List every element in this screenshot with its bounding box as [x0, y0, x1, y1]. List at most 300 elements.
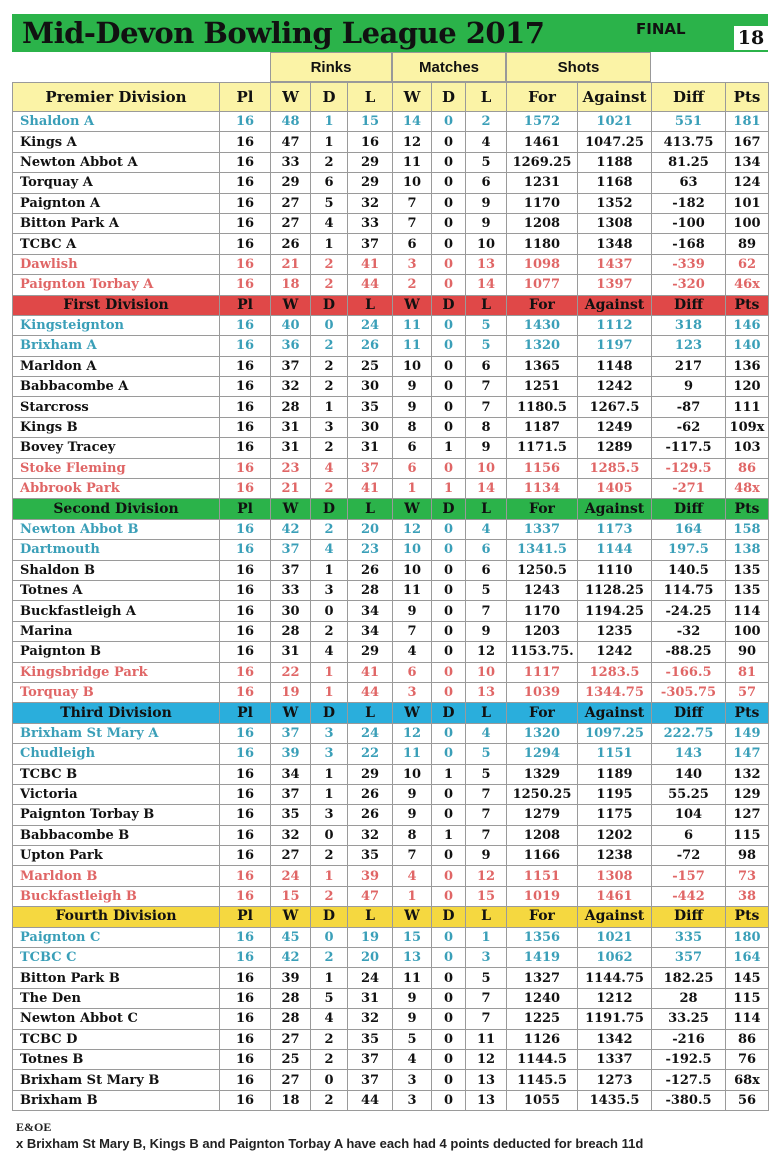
- stat-cell: 45: [271, 927, 311, 947]
- column-header: Pl: [220, 703, 271, 723]
- stat-cell: 16: [220, 336, 271, 356]
- column-header: Pl: [220, 83, 271, 112]
- stat-cell: 0: [311, 825, 348, 845]
- stat-cell: 6: [393, 458, 432, 478]
- division-name: Fourth Division: [13, 907, 220, 927]
- stat-cell: 18: [271, 1090, 311, 1110]
- stat-cell: 16: [348, 132, 393, 152]
- stat-cell: 0: [432, 234, 466, 254]
- stat-cell: 1308: [578, 866, 652, 886]
- team-name: Paignton C: [13, 927, 220, 947]
- team-name: Victoria: [13, 784, 220, 804]
- stat-cell: 39: [271, 744, 311, 764]
- stat-cell: 35: [348, 397, 393, 417]
- team-name: Marldon B: [13, 866, 220, 886]
- stat-cell: 0: [432, 397, 466, 417]
- stat-cell: 1145.5: [507, 1070, 578, 1090]
- stat-cell: 1: [311, 397, 348, 417]
- team-name: Paignton Torbay A: [13, 275, 220, 295]
- division-name: Third Division: [13, 703, 220, 723]
- stat-cell: 1: [311, 866, 348, 886]
- team-name: Dawlish: [13, 254, 220, 274]
- stat-cell: 29: [348, 764, 393, 784]
- stat-cell: 21: [271, 479, 311, 499]
- stat-cell: 0: [432, 601, 466, 621]
- stat-cell: 2: [311, 152, 348, 172]
- stat-cell: 42: [271, 948, 311, 968]
- stat-cell: 1197: [578, 336, 652, 356]
- stat-cell: -305.75: [652, 682, 726, 702]
- stat-cell: 145: [726, 968, 769, 988]
- team-name: Paignton Torbay B: [13, 805, 220, 825]
- table-row: [13, 1090, 769, 1110]
- stat-cell: 3: [311, 805, 348, 825]
- stat-cell: 29: [348, 642, 393, 662]
- table-row: [13, 254, 769, 274]
- stat-cell: 86: [726, 1029, 769, 1049]
- stat-cell: 63: [652, 173, 726, 193]
- stat-cell: 24: [348, 315, 393, 335]
- column-header: L: [466, 295, 507, 315]
- table-row: [13, 1070, 769, 1090]
- stat-cell: 90: [726, 642, 769, 662]
- column-header: For: [507, 703, 578, 723]
- stat-cell: -72: [652, 846, 726, 866]
- stat-cell: 2: [311, 377, 348, 397]
- stat-cell: 1397: [578, 275, 652, 295]
- stat-cell: 16: [220, 642, 271, 662]
- table-row: [13, 519, 769, 539]
- stat-cell: 2: [311, 438, 348, 458]
- table-row: [13, 784, 769, 804]
- stat-cell: 1327: [507, 968, 578, 988]
- stat-cell: 123: [652, 336, 726, 356]
- stat-cell: 7: [466, 377, 507, 397]
- stat-cell: 11: [393, 744, 432, 764]
- stat-cell: 16: [220, 784, 271, 804]
- stat-cell: 0: [311, 1070, 348, 1090]
- stat-cell: 9: [652, 377, 726, 397]
- stat-cell: 16: [220, 968, 271, 988]
- table-row: [13, 193, 769, 213]
- stat-cell: 16: [220, 417, 271, 437]
- stat-cell: 4: [393, 642, 432, 662]
- stat-cell: 1: [432, 764, 466, 784]
- column-header: For: [507, 83, 578, 112]
- stat-cell: 124: [726, 173, 769, 193]
- stat-cell: 28: [652, 988, 726, 1008]
- stat-cell: 27: [271, 213, 311, 233]
- stat-cell: 140: [652, 764, 726, 784]
- page-title: Mid-Devon Bowling League 2017: [22, 16, 545, 50]
- stat-cell: 0: [432, 784, 466, 804]
- team-name: Kingsbridge Park: [13, 662, 220, 682]
- stat-cell: 16: [220, 254, 271, 274]
- stat-cell: 7: [393, 846, 432, 866]
- column-header: Pl: [220, 295, 271, 315]
- stat-cell: 4: [311, 213, 348, 233]
- stat-cell: 6: [393, 438, 432, 458]
- column-header: W: [271, 83, 311, 112]
- stat-cell: 30: [348, 417, 393, 437]
- stat-cell: 16: [220, 173, 271, 193]
- team-name: Buckfastleigh A: [13, 601, 220, 621]
- stat-cell: 1191.75: [578, 1009, 652, 1029]
- stat-cell: 1110: [578, 560, 652, 580]
- stat-cell: 1250.5: [507, 560, 578, 580]
- stat-cell: -380.5: [652, 1090, 726, 1110]
- stat-cell: 33.25: [652, 1009, 726, 1029]
- stat-cell: -271: [652, 479, 726, 499]
- column-header: D: [311, 295, 348, 315]
- stat-cell: 16: [220, 132, 271, 152]
- stat-cell: -100: [652, 213, 726, 233]
- stat-cell: 111: [726, 397, 769, 417]
- stat-cell: 5: [466, 968, 507, 988]
- stat-cell: 4: [311, 1009, 348, 1029]
- column-header: Pts: [726, 499, 769, 519]
- stat-cell: 127: [726, 805, 769, 825]
- stat-cell: -442: [652, 886, 726, 906]
- stat-cell: 0: [432, 193, 466, 213]
- table-row: [13, 173, 769, 193]
- stat-cell: 62: [726, 254, 769, 274]
- table-row: [13, 601, 769, 621]
- stat-cell: 3: [311, 580, 348, 600]
- division-name: Premier Division: [13, 83, 220, 112]
- team-name: Totnes A: [13, 580, 220, 600]
- table-row: [13, 377, 769, 397]
- stat-cell: 41: [348, 254, 393, 274]
- stat-cell: 3: [393, 682, 432, 702]
- column-header: L: [348, 499, 393, 519]
- stat-cell: 8: [393, 825, 432, 845]
- column-header: D: [432, 499, 466, 519]
- stat-cell: 2: [393, 275, 432, 295]
- stat-cell: 9: [393, 1009, 432, 1029]
- stat-cell: 48x: [726, 479, 769, 499]
- stat-cell: 16: [220, 1070, 271, 1090]
- stat-cell: 7: [393, 213, 432, 233]
- stat-cell: 147: [726, 744, 769, 764]
- column-header: L: [466, 703, 507, 723]
- stat-cell: 16: [220, 112, 271, 132]
- stat-cell: 103: [726, 438, 769, 458]
- table-row: [13, 662, 769, 682]
- stat-cell: 32: [348, 193, 393, 213]
- stat-cell: 120: [726, 377, 769, 397]
- stat-cell: 76: [726, 1049, 769, 1069]
- stat-cell: 222.75: [652, 723, 726, 743]
- division-header-row: [13, 499, 769, 519]
- stat-cell: 2: [311, 846, 348, 866]
- column-header: L: [348, 907, 393, 927]
- stat-cell: 9: [393, 988, 432, 1008]
- stat-cell: 35: [271, 805, 311, 825]
- stat-cell: 47: [348, 886, 393, 906]
- table-row: [13, 540, 769, 560]
- team-name: Marina: [13, 621, 220, 641]
- stat-cell: 28: [271, 1009, 311, 1029]
- stat-cell: 16: [220, 458, 271, 478]
- stat-cell: 11: [393, 968, 432, 988]
- stat-cell: 1128.25: [578, 580, 652, 600]
- stat-cell: 109x: [726, 417, 769, 437]
- table-row: [13, 846, 769, 866]
- stat-cell: 16: [220, 397, 271, 417]
- stat-cell: 16: [220, 152, 271, 172]
- stat-cell: 37: [348, 234, 393, 254]
- stat-cell: 57: [726, 682, 769, 702]
- table-row: [13, 417, 769, 437]
- stat-cell: 33: [271, 580, 311, 600]
- stat-cell: 1348: [578, 234, 652, 254]
- matches-group-header: Matches: [392, 52, 506, 82]
- stat-cell: 16: [220, 275, 271, 295]
- team-name: Totnes B: [13, 1049, 220, 1069]
- stat-cell: 2: [311, 1029, 348, 1049]
- stat-cell: 38: [726, 886, 769, 906]
- stat-cell: 551: [652, 112, 726, 132]
- league-table: [12, 82, 769, 1111]
- column-header: L: [466, 907, 507, 927]
- stat-cell: 135: [726, 560, 769, 580]
- team-name: Marldon A: [13, 356, 220, 376]
- stat-cell: 22: [348, 744, 393, 764]
- table-row: [13, 315, 769, 335]
- stat-cell: 1208: [507, 213, 578, 233]
- table-row: [13, 744, 769, 764]
- stat-cell: 0: [432, 458, 466, 478]
- stat-cell: 16: [220, 601, 271, 621]
- column-header: Pts: [726, 83, 769, 112]
- stat-cell: 16: [220, 988, 271, 1008]
- team-name: Newton Abbot A: [13, 152, 220, 172]
- stat-cell: 1342: [578, 1029, 652, 1049]
- table-row: [13, 968, 769, 988]
- stat-cell: 1: [311, 560, 348, 580]
- stat-cell: 16: [220, 479, 271, 499]
- stat-cell: 37: [271, 560, 311, 580]
- stat-cell: -117.5: [652, 438, 726, 458]
- stat-cell: 1180: [507, 234, 578, 254]
- stat-cell: 10: [393, 173, 432, 193]
- stat-cell: 29: [348, 173, 393, 193]
- stat-cell: 5: [466, 580, 507, 600]
- stat-cell: 104: [652, 805, 726, 825]
- stat-cell: 1153.75.: [507, 642, 578, 662]
- stat-cell: 101: [726, 193, 769, 213]
- stat-cell: 0: [432, 132, 466, 152]
- stat-cell: 1235: [578, 621, 652, 641]
- stat-cell: 138: [726, 540, 769, 560]
- stat-cell: 16: [220, 886, 271, 906]
- stat-cell: 1019: [507, 886, 578, 906]
- stat-cell: 1242: [578, 642, 652, 662]
- stat-cell: 2: [311, 519, 348, 539]
- stat-cell: 217: [652, 356, 726, 376]
- stat-cell: 5: [311, 193, 348, 213]
- column-header: D: [432, 295, 466, 315]
- column-header: Diff: [652, 703, 726, 723]
- rinks-group-header: Rinks: [270, 52, 392, 82]
- stat-cell: 1329: [507, 764, 578, 784]
- stat-cell: 1173: [578, 519, 652, 539]
- stat-cell: 1238: [578, 846, 652, 866]
- stat-cell: 0: [432, 682, 466, 702]
- stat-cell: 10: [393, 356, 432, 376]
- stat-cell: 28: [271, 621, 311, 641]
- column-header: W: [271, 295, 311, 315]
- stat-cell: 5: [466, 315, 507, 335]
- stat-cell: 24: [348, 723, 393, 743]
- stat-cell: 6: [466, 173, 507, 193]
- stat-cell: 413.75: [652, 132, 726, 152]
- team-name: TCBC B: [13, 764, 220, 784]
- stat-cell: 9: [466, 621, 507, 641]
- stat-cell: 0: [432, 560, 466, 580]
- stat-cell: 21: [271, 254, 311, 274]
- stat-cell: 56: [726, 1090, 769, 1110]
- division-name: Second Division: [13, 499, 220, 519]
- stat-cell: 1188: [578, 152, 652, 172]
- stat-cell: 1240: [507, 988, 578, 1008]
- column-header: D: [432, 703, 466, 723]
- stat-cell: 1202: [578, 825, 652, 845]
- stat-cell: 2: [311, 1049, 348, 1069]
- team-name: Torquay A: [13, 173, 220, 193]
- stat-cell: 4: [311, 540, 348, 560]
- stat-cell: 1170: [507, 601, 578, 621]
- stat-cell: 1151: [507, 866, 578, 886]
- stat-cell: 2: [311, 336, 348, 356]
- team-name: Kings A: [13, 132, 220, 152]
- stat-cell: 1269.25: [507, 152, 578, 172]
- stat-cell: 6: [311, 173, 348, 193]
- stat-cell: 42: [271, 519, 311, 539]
- stat-cell: 9: [466, 846, 507, 866]
- column-header: Against: [578, 499, 652, 519]
- stat-cell: 16: [220, 356, 271, 376]
- stat-cell: 28: [271, 988, 311, 1008]
- column-header: W: [271, 499, 311, 519]
- stat-cell: 1356: [507, 927, 578, 947]
- stat-cell: 11: [393, 580, 432, 600]
- stat-cell: 335: [652, 927, 726, 947]
- stat-cell: 68x: [726, 1070, 769, 1090]
- stat-cell: 3: [393, 1090, 432, 1110]
- table-row: [13, 682, 769, 702]
- stat-cell: 1166: [507, 846, 578, 866]
- team-name: Babbacombe A: [13, 377, 220, 397]
- stat-cell: 1225: [507, 1009, 578, 1029]
- team-name: Abbrook Park: [13, 479, 220, 499]
- stat-cell: 31: [271, 642, 311, 662]
- column-header: D: [311, 907, 348, 927]
- stat-cell: 34: [348, 621, 393, 641]
- stat-cell: 1208: [507, 825, 578, 845]
- table-row: [13, 825, 769, 845]
- stat-cell: 13: [466, 1090, 507, 1110]
- stat-cell: 149: [726, 723, 769, 743]
- table-row: [13, 886, 769, 906]
- table-row: [13, 234, 769, 254]
- table-row: [13, 580, 769, 600]
- stat-cell: 14: [393, 112, 432, 132]
- stat-cell: 14: [466, 275, 507, 295]
- stat-cell: 3: [311, 417, 348, 437]
- stat-cell: 6: [393, 662, 432, 682]
- stat-cell: 37: [348, 1049, 393, 1069]
- stat-cell: 1: [311, 132, 348, 152]
- stat-cell: 16: [220, 621, 271, 641]
- column-header: W: [393, 83, 432, 112]
- stat-cell: 1461: [507, 132, 578, 152]
- table-row: [13, 866, 769, 886]
- table-row: [13, 560, 769, 580]
- stat-cell: 16: [220, 540, 271, 560]
- stat-cell: 13: [393, 948, 432, 968]
- stat-cell: 15: [348, 112, 393, 132]
- stat-cell: 31: [348, 988, 393, 1008]
- stat-cell: 1: [311, 968, 348, 988]
- team-name: Starcross: [13, 397, 220, 417]
- stat-cell: 32: [271, 377, 311, 397]
- stat-cell: 35: [348, 846, 393, 866]
- stat-cell: 29: [271, 173, 311, 193]
- stat-cell: 55.25: [652, 784, 726, 804]
- division-name: First Division: [13, 295, 220, 315]
- stat-cell: 19: [271, 682, 311, 702]
- stat-cell: 39: [348, 866, 393, 886]
- stat-cell: 1430: [507, 315, 578, 335]
- column-header: L: [348, 703, 393, 723]
- stat-cell: 16: [220, 927, 271, 947]
- stat-cell: 7: [466, 784, 507, 804]
- stat-cell: 146: [726, 315, 769, 335]
- stat-cell: 2: [311, 621, 348, 641]
- column-header: Pl: [220, 499, 271, 519]
- stat-cell: 1189: [578, 764, 652, 784]
- team-name: Buckfastleigh B: [13, 886, 220, 906]
- stat-cell: 1289: [578, 438, 652, 458]
- stat-cell: 1148: [578, 356, 652, 376]
- stat-cell: 0: [432, 275, 466, 295]
- stat-cell: 1168: [578, 173, 652, 193]
- stat-cell: 180: [726, 927, 769, 947]
- stat-cell: 37: [271, 723, 311, 743]
- stat-cell: 48: [271, 112, 311, 132]
- stat-cell: 0: [432, 254, 466, 274]
- team-name: Bovey Tracey: [13, 438, 220, 458]
- table-row: [13, 642, 769, 662]
- stat-cell: 1021: [578, 927, 652, 947]
- stat-cell: 1112: [578, 315, 652, 335]
- stat-cell: 318: [652, 315, 726, 335]
- stat-cell: -216: [652, 1029, 726, 1049]
- stat-cell: 32: [348, 1009, 393, 1029]
- stat-cell: 115: [726, 825, 769, 845]
- team-name: TCBC C: [13, 948, 220, 968]
- stat-cell: 1231: [507, 173, 578, 193]
- stat-cell: 36: [271, 336, 311, 356]
- stat-cell: 1: [393, 479, 432, 499]
- stat-cell: 33: [348, 213, 393, 233]
- stat-cell: 1352: [578, 193, 652, 213]
- stat-cell: 0: [432, 112, 466, 132]
- stat-cell: 1180.5: [507, 397, 578, 417]
- stat-cell: 12: [466, 1049, 507, 1069]
